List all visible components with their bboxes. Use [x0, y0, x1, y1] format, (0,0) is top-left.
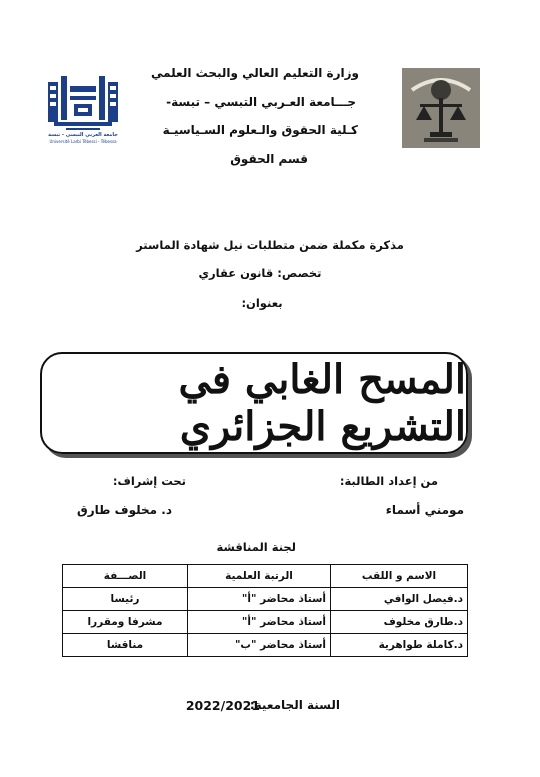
table-row	[63, 611, 468, 634]
academic-year-label: السنة الجامعية:	[249, 698, 340, 712]
academic-year: 2022/2021	[185, 698, 260, 713]
jury-table-header	[63, 565, 468, 588]
thesis-title: المسح الغابي في التشريع الجزائري	[178, 356, 466, 450]
scales-of-justice-icon	[402, 68, 480, 148]
faculty-logo	[402, 68, 480, 148]
logo-caption-latin: Université Larbi Tébessi - Tébessa	[49, 139, 117, 144]
department-name: قسم الحقوق	[230, 152, 308, 166]
thesis-title-box	[40, 352, 468, 454]
table-row	[63, 634, 468, 657]
jury-title: لجنة المناقشة	[216, 540, 296, 554]
student-label: من إعداد الطالبة:	[339, 474, 438, 488]
jury-member-name: د.فيصل الوافي	[331, 588, 468, 611]
supervisor-label: تحت إشراف:	[112, 474, 186, 488]
supervisor-name: د. مخلوف طارق	[77, 503, 172, 517]
thesis-title-label: بعنوان:	[241, 296, 283, 310]
logo-caption-arabic: جامعة العربي التبسي - تبسة	[48, 132, 118, 138]
jury-member-name: د.طارق مخلوف	[331, 611, 468, 634]
student-name: مومني أسماء	[385, 503, 464, 517]
header-name: الاسم و اللقب	[331, 565, 468, 588]
jury-member-role: مشرفا ومقررا	[63, 611, 188, 634]
jury-table	[62, 564, 468, 657]
ministry-name: وزارة التعليم العالي والبحث العلمي	[150, 66, 359, 80]
jury-member-rank: أستاذ محاضر "أ"	[188, 611, 331, 634]
table-row	[63, 588, 468, 611]
thesis-purpose: مذكرة مكملة ضمن متطلبات نيل شهادة الماستر	[136, 238, 404, 252]
jury-member-role: رئيسا	[63, 588, 188, 611]
jury-member-rank: أستاذ محاضر "أ"	[188, 588, 331, 611]
jury-member-role: مناقشا	[63, 634, 188, 657]
header-rank: الرتبة العلمية	[188, 565, 331, 588]
header-role: الصـــفة	[63, 565, 188, 588]
jury-member-name: د.كاملة طواهرية	[331, 634, 468, 657]
university-name: جـــامعة العـربي التبسي – تبسة-	[166, 95, 356, 109]
thesis-specialty: تخصص: قانون عقاري	[198, 266, 322, 280]
university-logo	[44, 72, 122, 150]
faculty-name: كـلية الحقوق والـعلوم السـياسيـة	[162, 123, 358, 137]
jury-member-rank: أستاذ محاضر "ب"	[188, 634, 331, 657]
